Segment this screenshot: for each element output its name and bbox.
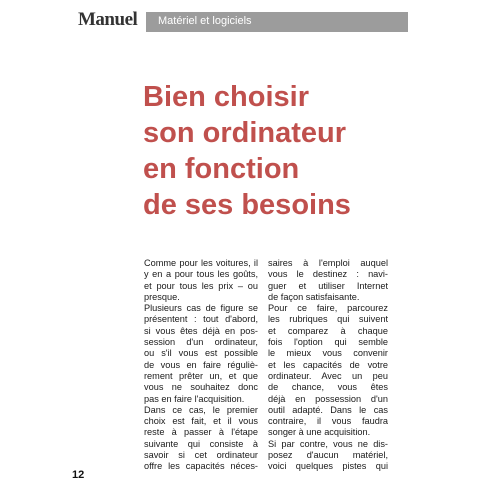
article-title [143,79,443,223]
text-line: ordinateur. Avec un peu [268,370,388,381]
text-line: présentent : tout d'abord, [144,314,258,325]
logo: Manuel [78,9,138,30]
text-line: contraire, il vous faudra [268,416,388,427]
text-line: y en a pour tous les goûts, [144,269,258,280]
text-line: Pour ce faire, parcourez [268,303,388,314]
text-line: outil adapté. Dans le cas [268,404,388,415]
title-line: de ses besoins [143,189,351,221]
text-line: presque. [144,291,180,302]
text-line: vous le destinez : navi- [268,269,388,280]
section-label: Matériel et logiciels [158,15,252,27]
text-line: le mieux vous convenir [268,348,388,359]
text-line: de vous en faire réguliè- [144,359,258,370]
text-line: Dans ce cas, le premier [144,404,258,415]
text-line: Comme pour les voitures, il [144,258,258,268]
text-line: offre les capacités néces- [144,461,258,472]
text-line: Plusieurs cas de figure se [144,303,258,314]
text-line: et pour tous les prix – ou [144,280,258,291]
text-line: voici quelques pistes qui [268,461,388,472]
text-line: session d'un ordinateur, [144,337,258,348]
text-line: suivante qui consiste à [144,438,258,449]
text-line: vous ne souhaitez donc [144,382,258,393]
text-line: fois l'option qui semble [268,337,388,348]
text-line: posez d'aucun matériel, [268,450,388,461]
text-line: les rubriques qui suivent [268,314,388,325]
text-line: saires à l'emploi auquel [268,258,388,268]
text-line: et les capacités de votre [268,359,388,370]
text-line: rement prêter un, et que [144,370,258,381]
text-line: de façon satisfaisante. [268,291,360,302]
text-column-left [144,258,258,473]
text-line: déjà en possession d'un [268,393,388,404]
title-line: son ordinateur [143,117,347,149]
text-line: ou s'il vous est possible [144,348,258,359]
text-line: reste à passer à l'étape [144,427,258,438]
text-column-right [268,258,388,473]
text-line: si vous êtes déjà en pos- [144,325,258,336]
text-line: songer à une acquisition. [268,427,371,438]
text-line: Si par contre, vous ne dis- [268,438,388,449]
text-line: et comparez à chaque [268,325,388,336]
title-line: en fonction [143,153,300,185]
page-number: 12 [72,469,85,481]
title-line: Bien choisir [143,81,309,113]
text-line: choix est fait, et il vous [144,416,258,427]
text-line: de chance, vous êtes [268,382,388,393]
text-line: guer et utiliser Internet [268,280,388,291]
text-line: pas en faire l'acquisition. [144,393,245,404]
text-line: savoir si cet ordinateur [144,450,258,461]
